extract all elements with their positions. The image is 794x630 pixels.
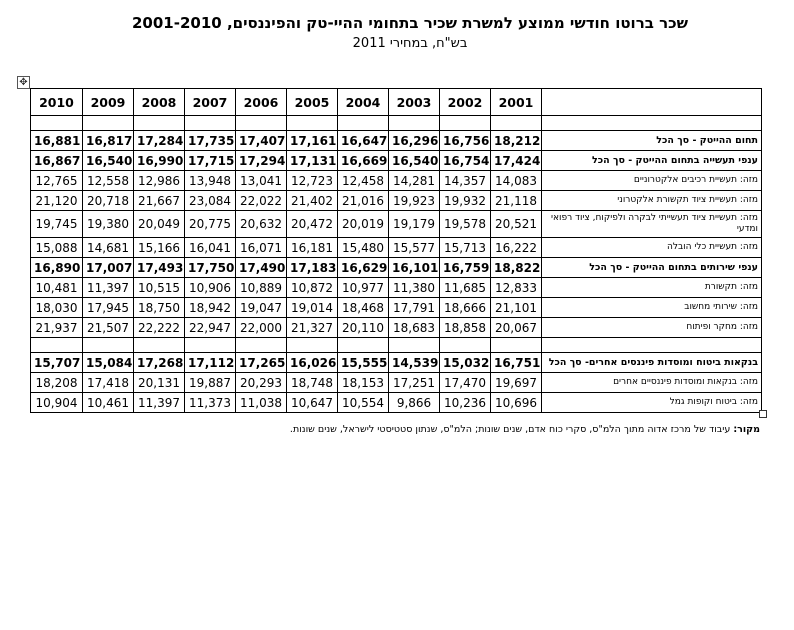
value-cell: 23,084 [185,191,236,211]
value-cell: 12,986 [134,171,185,191]
value-cell: 19,014 [287,298,338,318]
value-cell: 10,889 [236,278,287,298]
value-cell: 14,681 [83,238,134,258]
value-cell: 16,754 [440,151,491,171]
value-cell: 17,750 [185,258,236,278]
empty-cell [389,116,440,131]
value-cell: 12,723 [287,171,338,191]
year-header: 2003 [389,89,440,116]
value-cell: 16,669 [338,151,389,171]
value-cell: 16,751 [491,353,542,373]
empty-cell [542,338,762,353]
value-cell: 19,380 [83,211,134,238]
value-cell: 10,872 [287,278,338,298]
spacer-row [31,338,762,353]
value-cell: 21,327 [287,318,338,338]
value-cell: 11,380 [389,278,440,298]
value-cell: 10,481 [31,278,83,298]
value-cell: 13,948 [185,171,236,191]
value-cell: 19,697 [491,373,542,393]
page-subtitle: בש"ח, במחירי 2011 [352,36,468,51]
table-row [31,393,762,413]
value-cell: 18,208 [31,373,83,393]
row-label: תחום ההייטק - סך הכל [542,131,762,151]
value-cell: 16,990 [134,151,185,171]
value-cell: 18,683 [389,318,440,338]
table-row [31,238,762,258]
value-cell: 12,458 [338,171,389,191]
value-cell: 14,083 [491,171,542,191]
value-cell: 20,718 [83,191,134,211]
table-row [31,258,762,278]
value-cell: 19,578 [440,211,491,238]
empty-cell [134,116,185,131]
value-cell: 16,756 [440,131,491,151]
row-label: מזה: תעשיית ציוד תקשורת אלקטרוני [542,191,762,211]
value-cell: 20,131 [134,373,185,393]
value-cell: 21,118 [491,191,542,211]
year-header: 2002 [440,89,491,116]
value-cell: 10,236 [440,393,491,413]
year-header: 2010 [31,89,83,116]
value-cell: 17,161 [287,131,338,151]
value-cell: 16,181 [287,238,338,258]
table-row [31,191,762,211]
value-cell: 17,251 [389,373,440,393]
value-cell: 17,490 [236,258,287,278]
value-cell: 21,507 [83,318,134,338]
empty-cell [440,338,491,353]
value-cell: 10,515 [134,278,185,298]
year-header: 2001 [491,89,542,116]
value-cell: 21,101 [491,298,542,318]
value-cell: 10,461 [83,393,134,413]
empty-cell [83,338,134,353]
value-cell: 10,904 [31,393,83,413]
row-label: מזה: תעשיית ציוד תעשייתי לבקרה ולפיקוח, ציוד רפואי ומדעי [542,211,762,238]
value-cell: 16,817 [83,131,134,151]
year-header: 2004 [338,89,389,116]
value-cell: 20,049 [134,211,185,238]
value-cell: 16,759 [440,258,491,278]
value-cell: 19,745 [31,211,83,238]
value-cell: 21,120 [31,191,83,211]
salary-table [30,88,762,413]
value-cell: 17,294 [236,151,287,171]
value-cell: 22,222 [134,318,185,338]
empty-cell [31,116,83,131]
value-cell: 14,539 [389,353,440,373]
value-cell: 19,923 [389,191,440,211]
value-cell: 20,521 [491,211,542,238]
empty-cell [287,116,338,131]
value-cell: 20,293 [236,373,287,393]
value-cell: 10,977 [338,278,389,298]
value-cell: 10,906 [185,278,236,298]
value-cell: 15,577 [389,238,440,258]
value-cell: 15,480 [338,238,389,258]
empty-cell [31,338,83,353]
value-cell: 16,222 [491,238,542,258]
value-cell: 15,166 [134,238,185,258]
value-cell: 20,632 [236,211,287,238]
empty-cell [338,116,389,131]
label-header [542,89,762,116]
value-cell: 15,084 [83,353,134,373]
empty-cell [389,338,440,353]
value-cell: 11,397 [83,278,134,298]
value-cell: 17,112 [185,353,236,373]
value-cell: 18,153 [338,373,389,393]
value-cell: 21,402 [287,191,338,211]
value-cell: 17,470 [440,373,491,393]
value-cell: 16,041 [185,238,236,258]
source-note-label: מקור: [733,424,760,435]
table-body [31,116,762,413]
value-cell: 18,750 [134,298,185,318]
value-cell: 22,022 [236,191,287,211]
value-cell: 17,715 [185,151,236,171]
value-cell: 17,284 [134,131,185,151]
value-cell: 17,791 [389,298,440,318]
value-cell: 16,296 [389,131,440,151]
value-cell: 19,887 [185,373,236,393]
row-label: מזה: תעשיית כלי הובלה [542,238,762,258]
year-header: 2009 [83,89,134,116]
value-cell: 17,735 [185,131,236,151]
value-cell: 14,357 [440,171,491,191]
empty-cell [236,116,287,131]
value-cell: 15,707 [31,353,83,373]
row-label: מזה: בנקאות ומוסדות פיננסיים אחרים [542,373,762,393]
value-cell: 17,945 [83,298,134,318]
value-cell: 16,540 [389,151,440,171]
value-cell: 20,110 [338,318,389,338]
value-cell: 17,493 [134,258,185,278]
row-label: מזה: תקשורת [542,278,762,298]
value-cell: 11,397 [134,393,185,413]
value-cell: 18,212 [491,131,542,151]
value-cell: 19,179 [389,211,440,238]
row-label: מזה: ביטוח וקופות גמל [542,393,762,413]
year-header: 2005 [287,89,338,116]
value-cell: 16,881 [31,131,83,151]
value-cell: 15,713 [440,238,491,258]
year-header: 2006 [236,89,287,116]
value-cell: 16,867 [31,151,83,171]
empty-cell [542,116,762,131]
value-cell: 16,647 [338,131,389,151]
table-row [31,211,762,238]
row-label: מזה: מחקר ופיתוח [542,318,762,338]
row-label: בנקאות ביטוח ומוסדות פיננסים אחרים- סך הכל [542,353,762,373]
value-cell: 17,418 [83,373,134,393]
value-cell: 21,667 [134,191,185,211]
source-note-text: עיבוד של מרכז אדוה מתוך הלמ"ס, סקרי כוח אדם, שנים שונות; הלמ"ס, שנתון סטטיסטי לישראל, שנים שונות. [289,424,731,435]
value-cell: 12,765 [31,171,83,191]
value-cell: 16,071 [236,238,287,258]
value-cell: 12,558 [83,171,134,191]
row-label: מזה: תעשיית רכיבים אלקטרוניים [542,171,762,191]
value-cell: 19,932 [440,191,491,211]
empty-cell [236,338,287,353]
value-cell: 17,424 [491,151,542,171]
value-cell: 15,555 [338,353,389,373]
value-cell: 12,833 [491,278,542,298]
row-label: ענפי שירותים בתחום ההייטק - סך הכל [542,258,762,278]
empty-cell [83,116,134,131]
value-cell: 9,866 [389,393,440,413]
value-cell: 13,041 [236,171,287,191]
value-cell: 16,101 [389,258,440,278]
value-cell: 11,038 [236,393,287,413]
value-cell: 19,047 [236,298,287,318]
value-cell: 15,032 [440,353,491,373]
value-cell: 10,696 [491,393,542,413]
value-cell: 17,183 [287,258,338,278]
table-resize-handle[interactable] [759,410,767,418]
value-cell: 18,468 [338,298,389,318]
table-row [31,353,762,373]
value-cell: 18,942 [185,298,236,318]
value-cell: 20,472 [287,211,338,238]
year-header: 2008 [134,89,185,116]
value-cell: 20,019 [338,211,389,238]
value-cell: 11,685 [440,278,491,298]
value-cell: 10,647 [287,393,338,413]
table-row [31,373,762,393]
source-note [120,424,760,435]
value-cell: 22,947 [185,318,236,338]
value-cell: 18,030 [31,298,83,318]
empty-cell [491,116,542,131]
year-header: 2007 [185,89,236,116]
value-cell: 11,373 [185,393,236,413]
row-label: ענפי תעשייה בתחום ההייטק - סך הכל [542,151,762,171]
table-row [31,131,762,151]
value-cell: 20,775 [185,211,236,238]
value-cell: 22,000 [236,318,287,338]
value-cell: 17,268 [134,353,185,373]
value-cell: 16,629 [338,258,389,278]
table-row [31,171,762,191]
value-cell: 14,281 [389,171,440,191]
value-cell: 10,554 [338,393,389,413]
table-row [31,278,762,298]
value-cell: 20,067 [491,318,542,338]
spacer-row [31,116,762,131]
value-cell: 17,407 [236,131,287,151]
table-row [31,298,762,318]
value-cell: 21,016 [338,191,389,211]
empty-cell [338,338,389,353]
table-row [31,151,762,171]
empty-cell [134,338,185,353]
value-cell: 16,540 [83,151,134,171]
value-cell: 15,088 [31,238,83,258]
value-cell: 18,748 [287,373,338,393]
empty-cell [491,338,542,353]
value-cell: 18,822 [491,258,542,278]
row-label: מזה: שירותי מחשוב [542,298,762,318]
empty-cell [185,116,236,131]
header-row [31,89,762,116]
value-cell: 16,890 [31,258,83,278]
value-cell: 18,858 [440,318,491,338]
value-cell: 17,131 [287,151,338,171]
table-move-handle-icon[interactable]: ✥ [17,76,30,89]
table-row [31,318,762,338]
empty-cell [287,338,338,353]
value-cell: 17,265 [236,353,287,373]
value-cell: 16,026 [287,353,338,373]
value-cell: 17,007 [83,258,134,278]
page-title: שכר ברוטו חודשי ממוצע למשרת שכיר בתחומי ההיי-טק והפיננסים, 2001-2010 [131,14,688,32]
value-cell: 21,937 [31,318,83,338]
value-cell: 18,666 [440,298,491,318]
empty-cell [440,116,491,131]
empty-cell [185,338,236,353]
